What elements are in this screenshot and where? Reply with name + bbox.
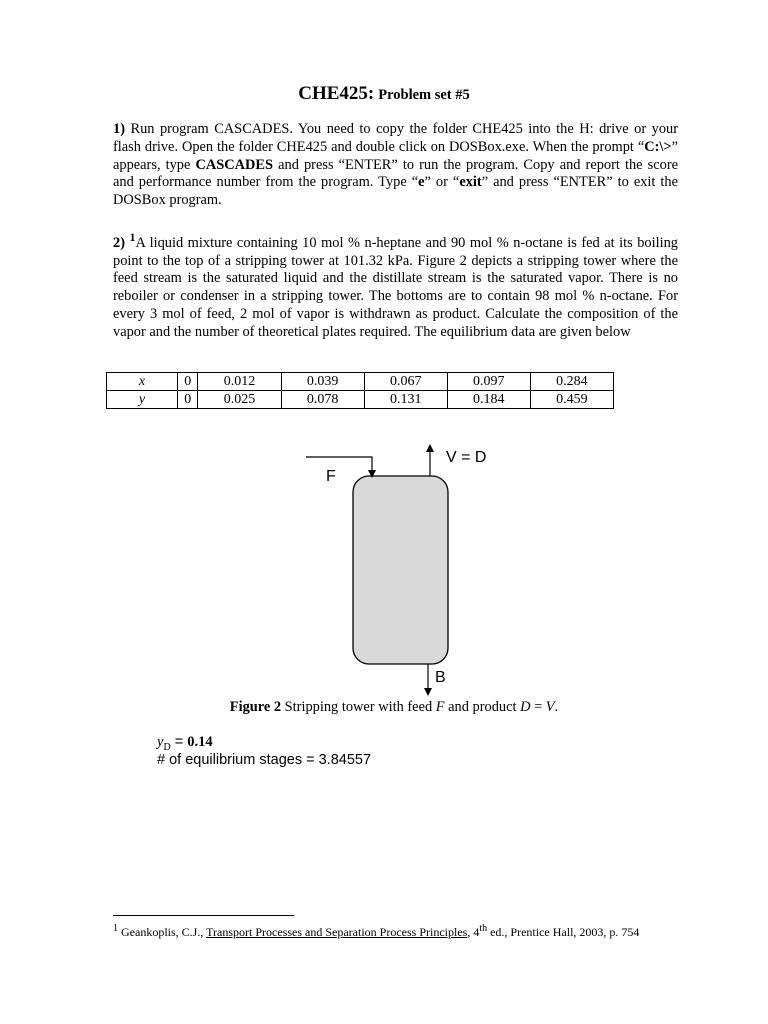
table-cell: 0.184	[447, 391, 530, 409]
course-code: CHE425:	[298, 83, 375, 104]
label-f: F	[326, 468, 336, 485]
table-cell: 0.025	[198, 391, 281, 409]
table-cell: 0.459	[530, 391, 613, 409]
footnote: $^1$ Geankoplis, C.J., Transport Processes and Separation Process Principles, 4th ed., Prentice Hall, 2003, p. 754	[113, 923, 640, 939]
label-vd: V = D	[446, 449, 487, 466]
problem-2-text: A liquid mixture containing 10 mol % n-heptane and 90 mol % n-octane is fed at its boiling point to the top of a stripping tower at 101.32 kPa. Figure 2 depicts a stripping tower where the feed stream is the saturated liquid and the distillate stream is the saturated vapor. There is no reboiler or condenser in a stripping tower. The bottoms are to contain 98 mol % n-octane. For every 3 mol of feed, 2 mol of vapor is withdrawn as product. Calculate the composition of the vapor and the number of theoretical plates required. The equilibrium data are given below	[113, 234, 678, 340]
problem-1-text-a: Run program CASCADES. You need to copy the folder CHE425 into the H: drive or your flash drive. Open the folder CHE425 and double click on DOSBox.exe. When the prompt “	[113, 121, 678, 155]
table-cell: 0.097	[447, 373, 530, 391]
table-cell: 0.067	[364, 373, 447, 391]
problem-1-text-e: ” and press “ENTER” to exit the DOSBox program.	[113, 174, 678, 209]
table-cell: 0.039	[281, 373, 364, 391]
problem-1-number: 1)	[113, 121, 125, 137]
table-cell: 0.078	[281, 391, 364, 409]
exit-key-e: e	[418, 174, 425, 191]
exit-key-exit: exit	[459, 174, 482, 191]
table-cell: 0	[178, 373, 198, 391]
cascades-command: CASCADES	[195, 156, 274, 173]
problem-1-text-d: ” or “	[424, 174, 460, 191]
problem-2-number: 2)	[113, 234, 125, 251]
tower-column	[353, 476, 448, 664]
y-label: y	[107, 391, 178, 409]
answer-stages: # of equilibrium stages = 3.84557	[157, 752, 372, 768]
table-cell: 0.012	[198, 373, 281, 391]
problem-1-text-b: ” appears, type	[113, 138, 678, 173]
dos-prompt: C:\>	[644, 138, 672, 155]
problem-set-label: Problem set #5	[378, 87, 470, 103]
x-label: x	[107, 373, 178, 391]
footnote-ref: 1	[129, 230, 136, 244]
figure-caption: Figure 2 Stripping tower with feed F and product D = V.	[229, 699, 559, 715]
table-cell: 0	[178, 391, 198, 409]
book-title: Transport Processes and Separation Process Principles	[206, 925, 468, 939]
table-cell: 0.284	[530, 373, 613, 391]
label-b: B	[435, 669, 446, 686]
answer-yd: $y_D = 0.14$	[157, 734, 213, 753]
problem-1-text-c: and press “ENTER” to run the program. Copy and report the score and performance number from the program. Type “	[113, 156, 678, 191]
feed-arrow	[306, 457, 372, 474]
footnote-divider	[113, 915, 294, 916]
table-cell: 0.131	[364, 391, 447, 409]
